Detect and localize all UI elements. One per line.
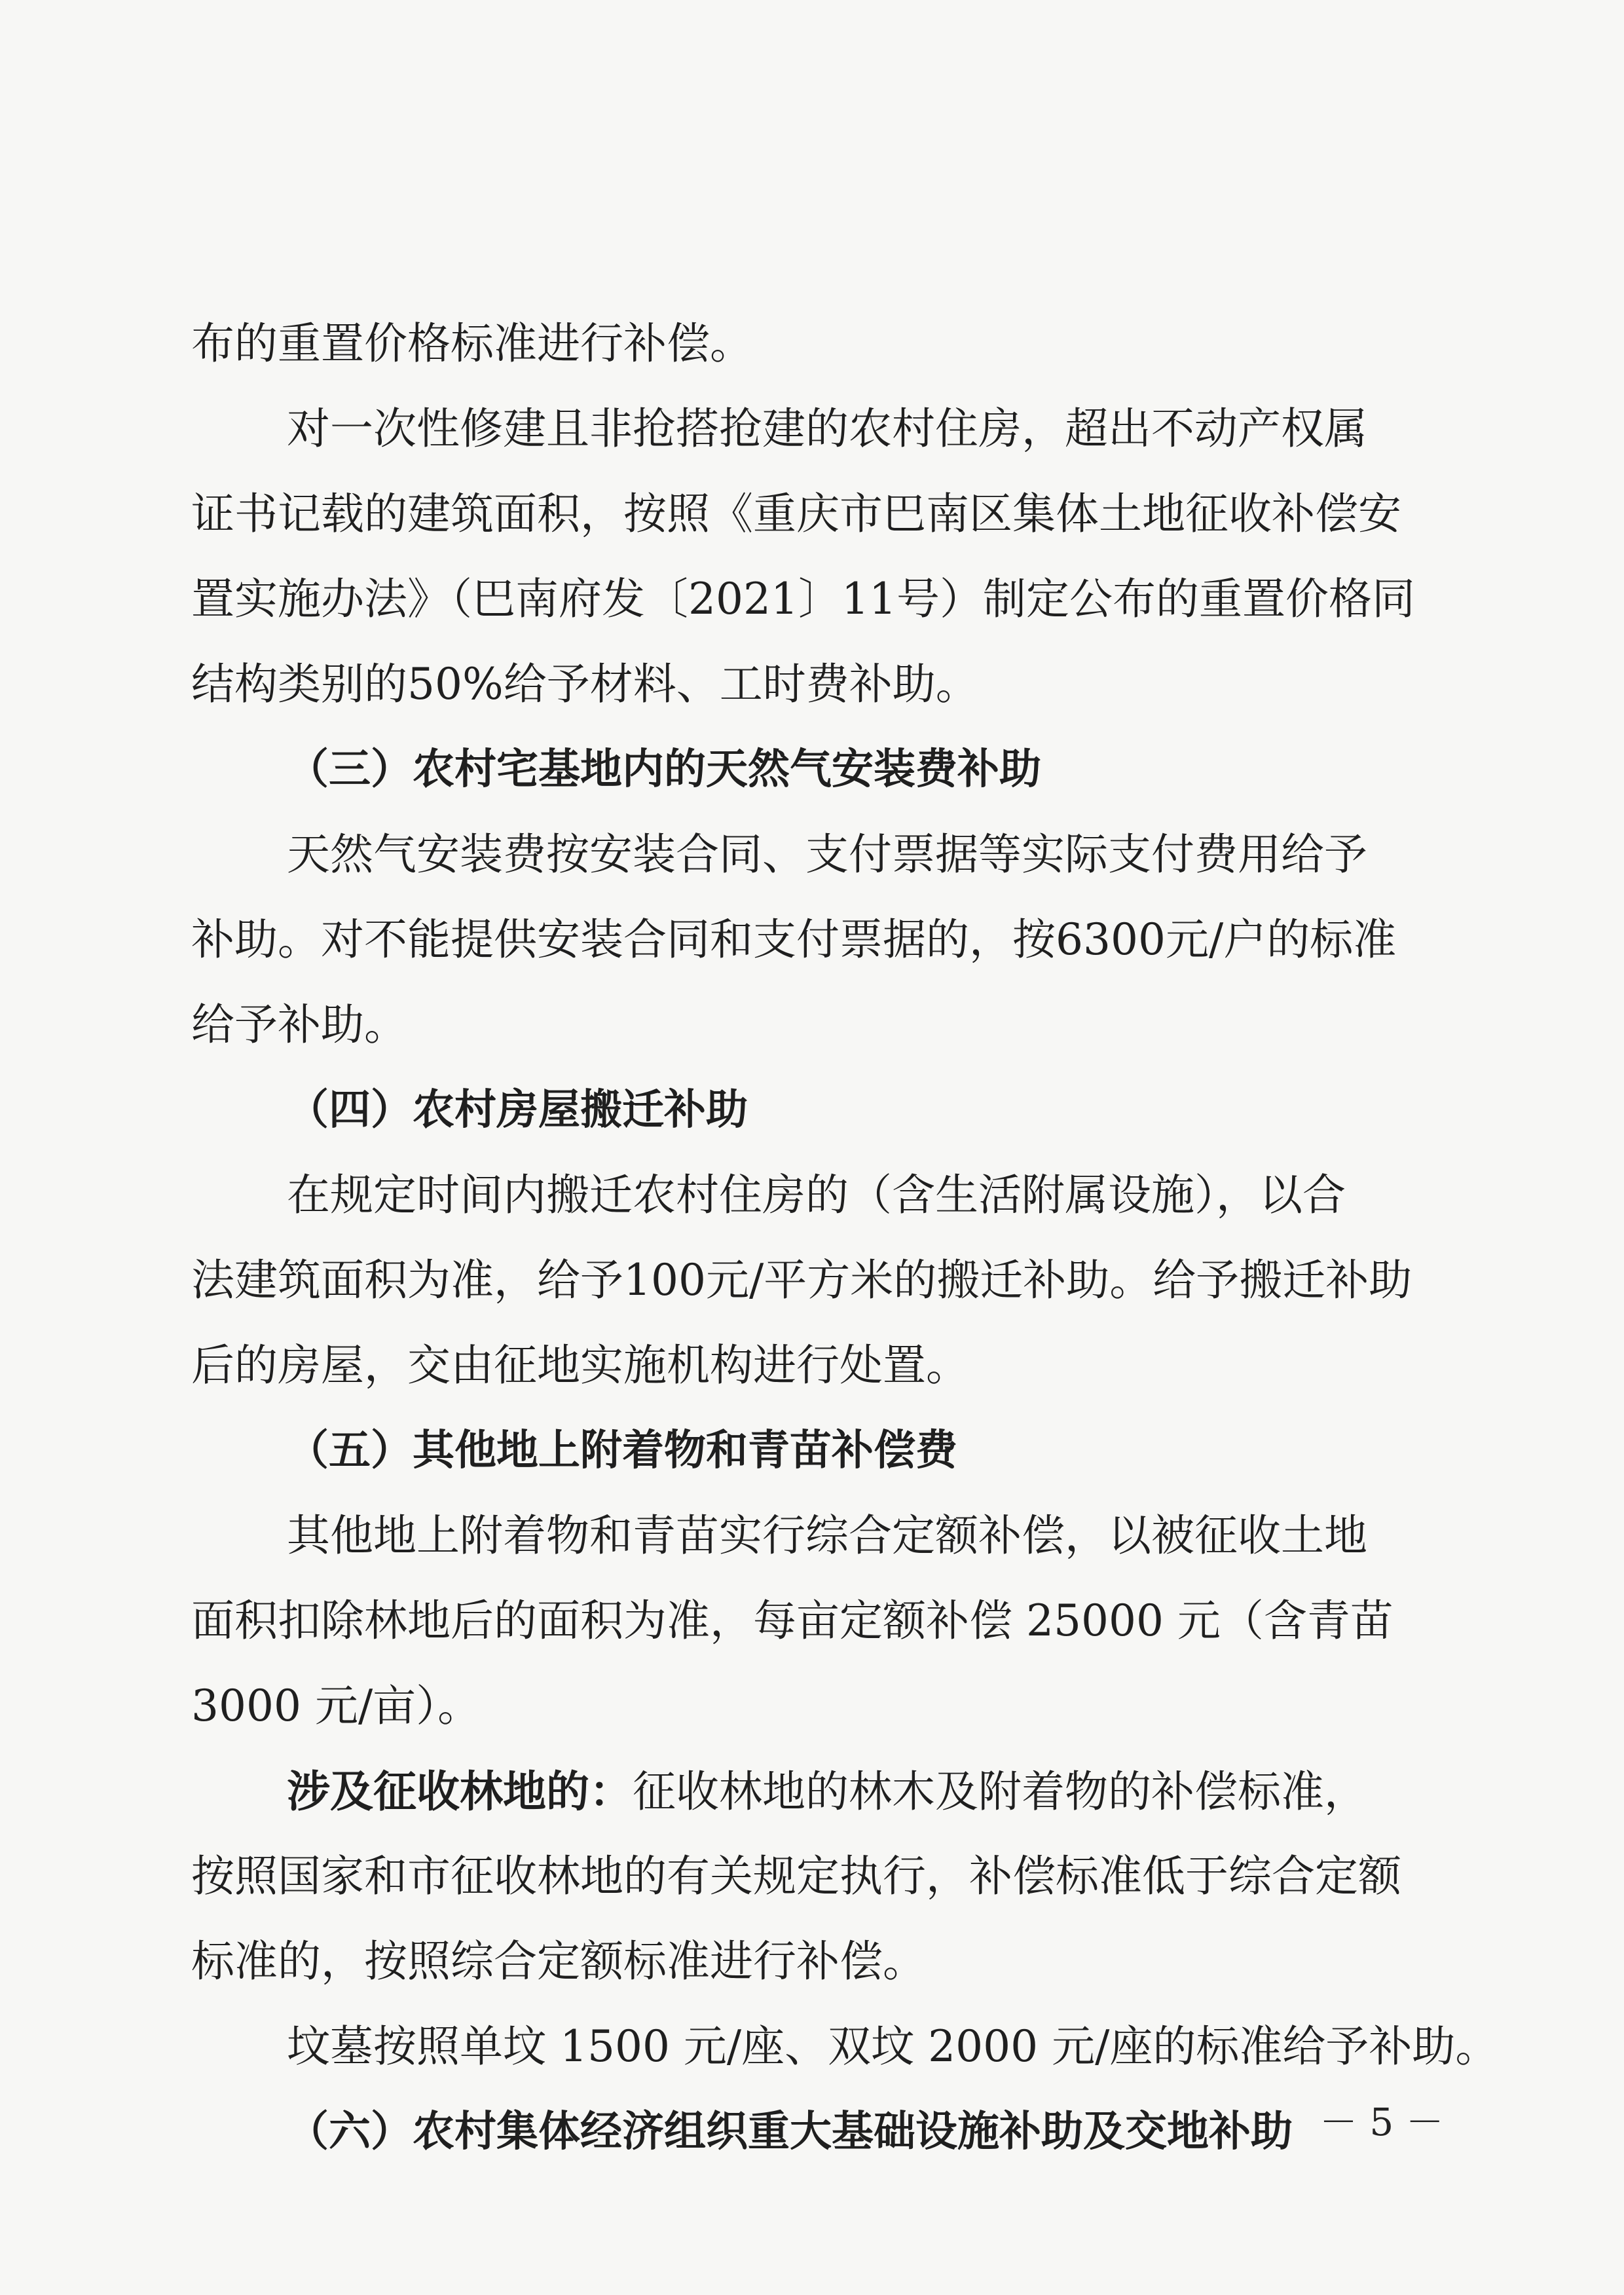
paragraph-line-17: 坟墓按照单坟 1500 元/座、双坟 2000 元/座的标准给予补助。: [287, 2021, 1499, 2072]
paragraph-line-14: 3000 元/亩）。: [191, 1681, 481, 1731]
paragraph-line-4: 置实施办法》（巴南府发〔2021〕11号）制定公布的重置价格同: [191, 574, 1415, 624]
paragraph-line-7: 补助。对不能提供安装合同和支付票据的，按6300元/户的标准: [191, 914, 1397, 965]
paragraph-line-11: 后的房屋，交由征地实施机构进行处置。: [191, 1340, 969, 1390]
paragraph-line-16: 标准的，按照综合定额标准进行补偿。: [191, 1936, 926, 1987]
forest-land-text: 征收林地的林木及附着物的补偿标准，: [633, 1766, 1367, 1817]
paragraph-line-1: 布的重置价格标准进行补偿。: [191, 318, 753, 369]
paragraph-line-2: 对一次性修建且非抢搭抢建的农村住房，超出不动产权属: [287, 403, 1367, 454]
paragraph-line-12: 其他地上附着物和青苗实行综合定额补偿，以被征收土地: [287, 1510, 1367, 1561]
paragraph-line-5: 结构类别的50%给予材料、工时费补助。: [191, 659, 979, 709]
paragraph-line-13: 面积扣除林地后的面积为准，每亩定额补偿 25000 元（含青苗: [191, 1595, 1393, 1646]
paragraph-line-3: 证书记载的建筑面积，按照《重庆市巴南区集体土地征收补偿安: [191, 489, 1401, 539]
section-heading-5: （五）其他地上附着物和青苗补偿费: [287, 1427, 957, 1475]
section-heading-3: （三）农村宅基地内的天然气安装费补助: [287, 745, 1041, 794]
paragraph-line-9: 在规定时间内搬迁农村住房的（含生活附属设施），以合: [287, 1170, 1346, 1220]
section-heading-4: （四）农村房屋搬迁补助: [287, 1086, 748, 1134]
forest-land-paragraph-line: [287, 1762, 1367, 1821]
forest-land-label: 涉及征收林地的：: [287, 1766, 633, 1817]
paragraph-line-8: 给予补助。: [191, 999, 407, 1050]
section-heading-6: （六）农村集体经济组织重大基础设施补助及交地补助: [287, 2108, 1293, 2156]
paragraph-line-15: 按照国家和市征收林地的有关规定执行，补偿标准低于综合定额: [191, 1851, 1401, 1901]
paragraph-line-10: 法建筑面积为准，给予100元/平方米的搬迁补助。给予搬迁补助: [191, 1255, 1412, 1305]
page-number: － 5 －: [1320, 2100, 1444, 2144]
paragraph-line-6: 天然气安装费按安装合同、支付票据等实际支付费用给予: [287, 829, 1367, 880]
